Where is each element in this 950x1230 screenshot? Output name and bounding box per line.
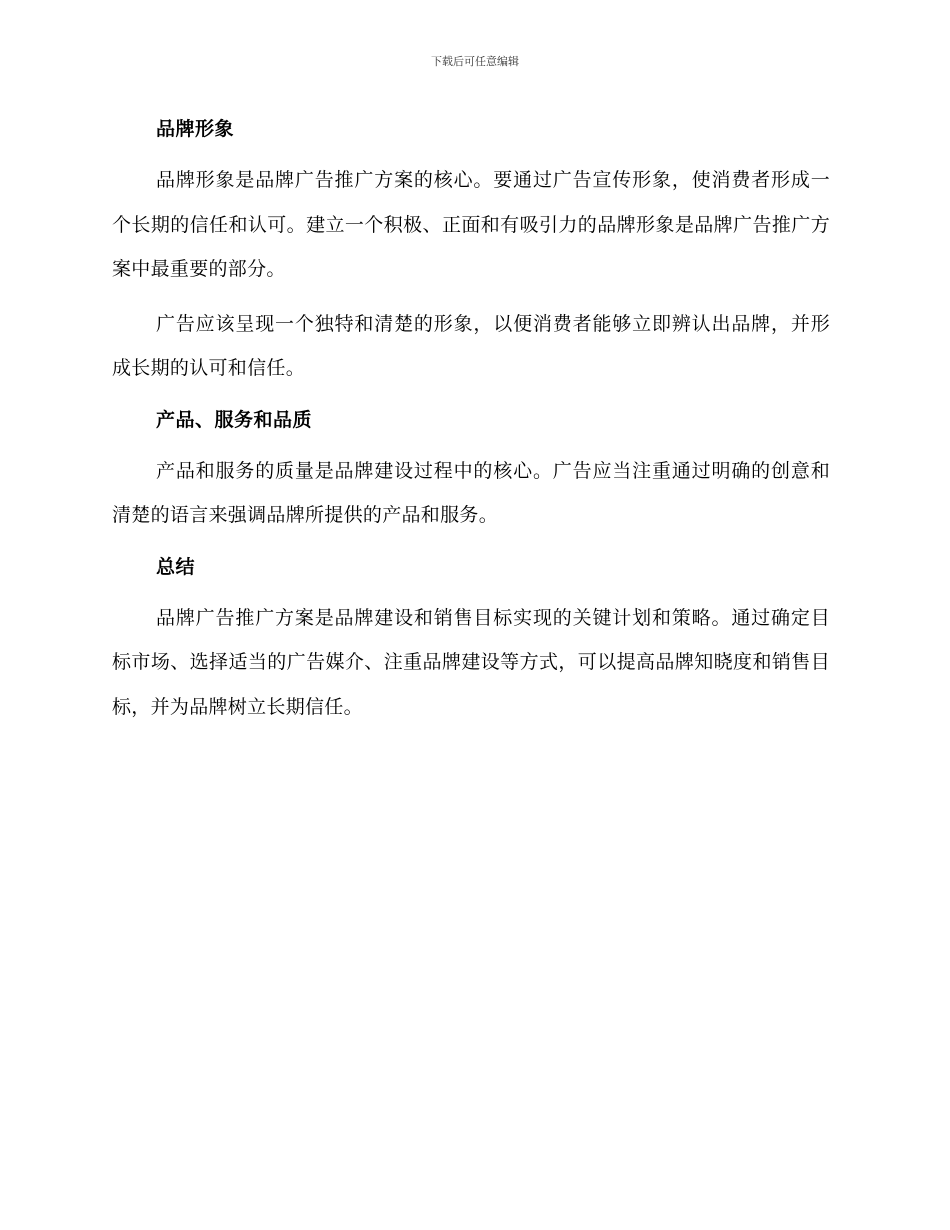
paragraph-summary: 品牌广告推广方案是品牌建设和销售目标实现的关键计划和策略。通过确定目标市场、选择适当的广告媒介、注重品牌建设等方式，可以提高品牌知晓度和销售目标，并为品牌树立长期信任。 bbox=[112, 606, 830, 718]
page-header: 下载后可任意编辑 bbox=[431, 55, 519, 68]
section-heading-brand-image: 品牌形象 bbox=[156, 118, 235, 140]
section-heading-product-service-quality: 产品、服务和品质 bbox=[156, 408, 313, 431]
paragraph-brand-image-unique: 广告应该呈现一个独特和清楚的形象，以便消费者能够立即辨认出品牌，并形成长期的认可和信任。 bbox=[112, 312, 830, 379]
paragraph-product-service-quality: 产品和服务的质量是品牌建设过程中的核心。广告应当注重通过明确的创意和清楚的语言来强调品牌所提供的产品和服务。 bbox=[112, 459, 830, 526]
paragraph-brand-image-core: 品牌形象是品牌广告推广方案的核心。要通过广告宣传形象，使消费者形成一个长期的信任和认可。建立一个积极、正面和有吸引力的品牌形象是品牌广告推广方案中最重要的部分。 bbox=[112, 169, 830, 280]
section-heading-summary: 总结 bbox=[156, 555, 196, 578]
document-body bbox=[112, 113, 830, 729]
